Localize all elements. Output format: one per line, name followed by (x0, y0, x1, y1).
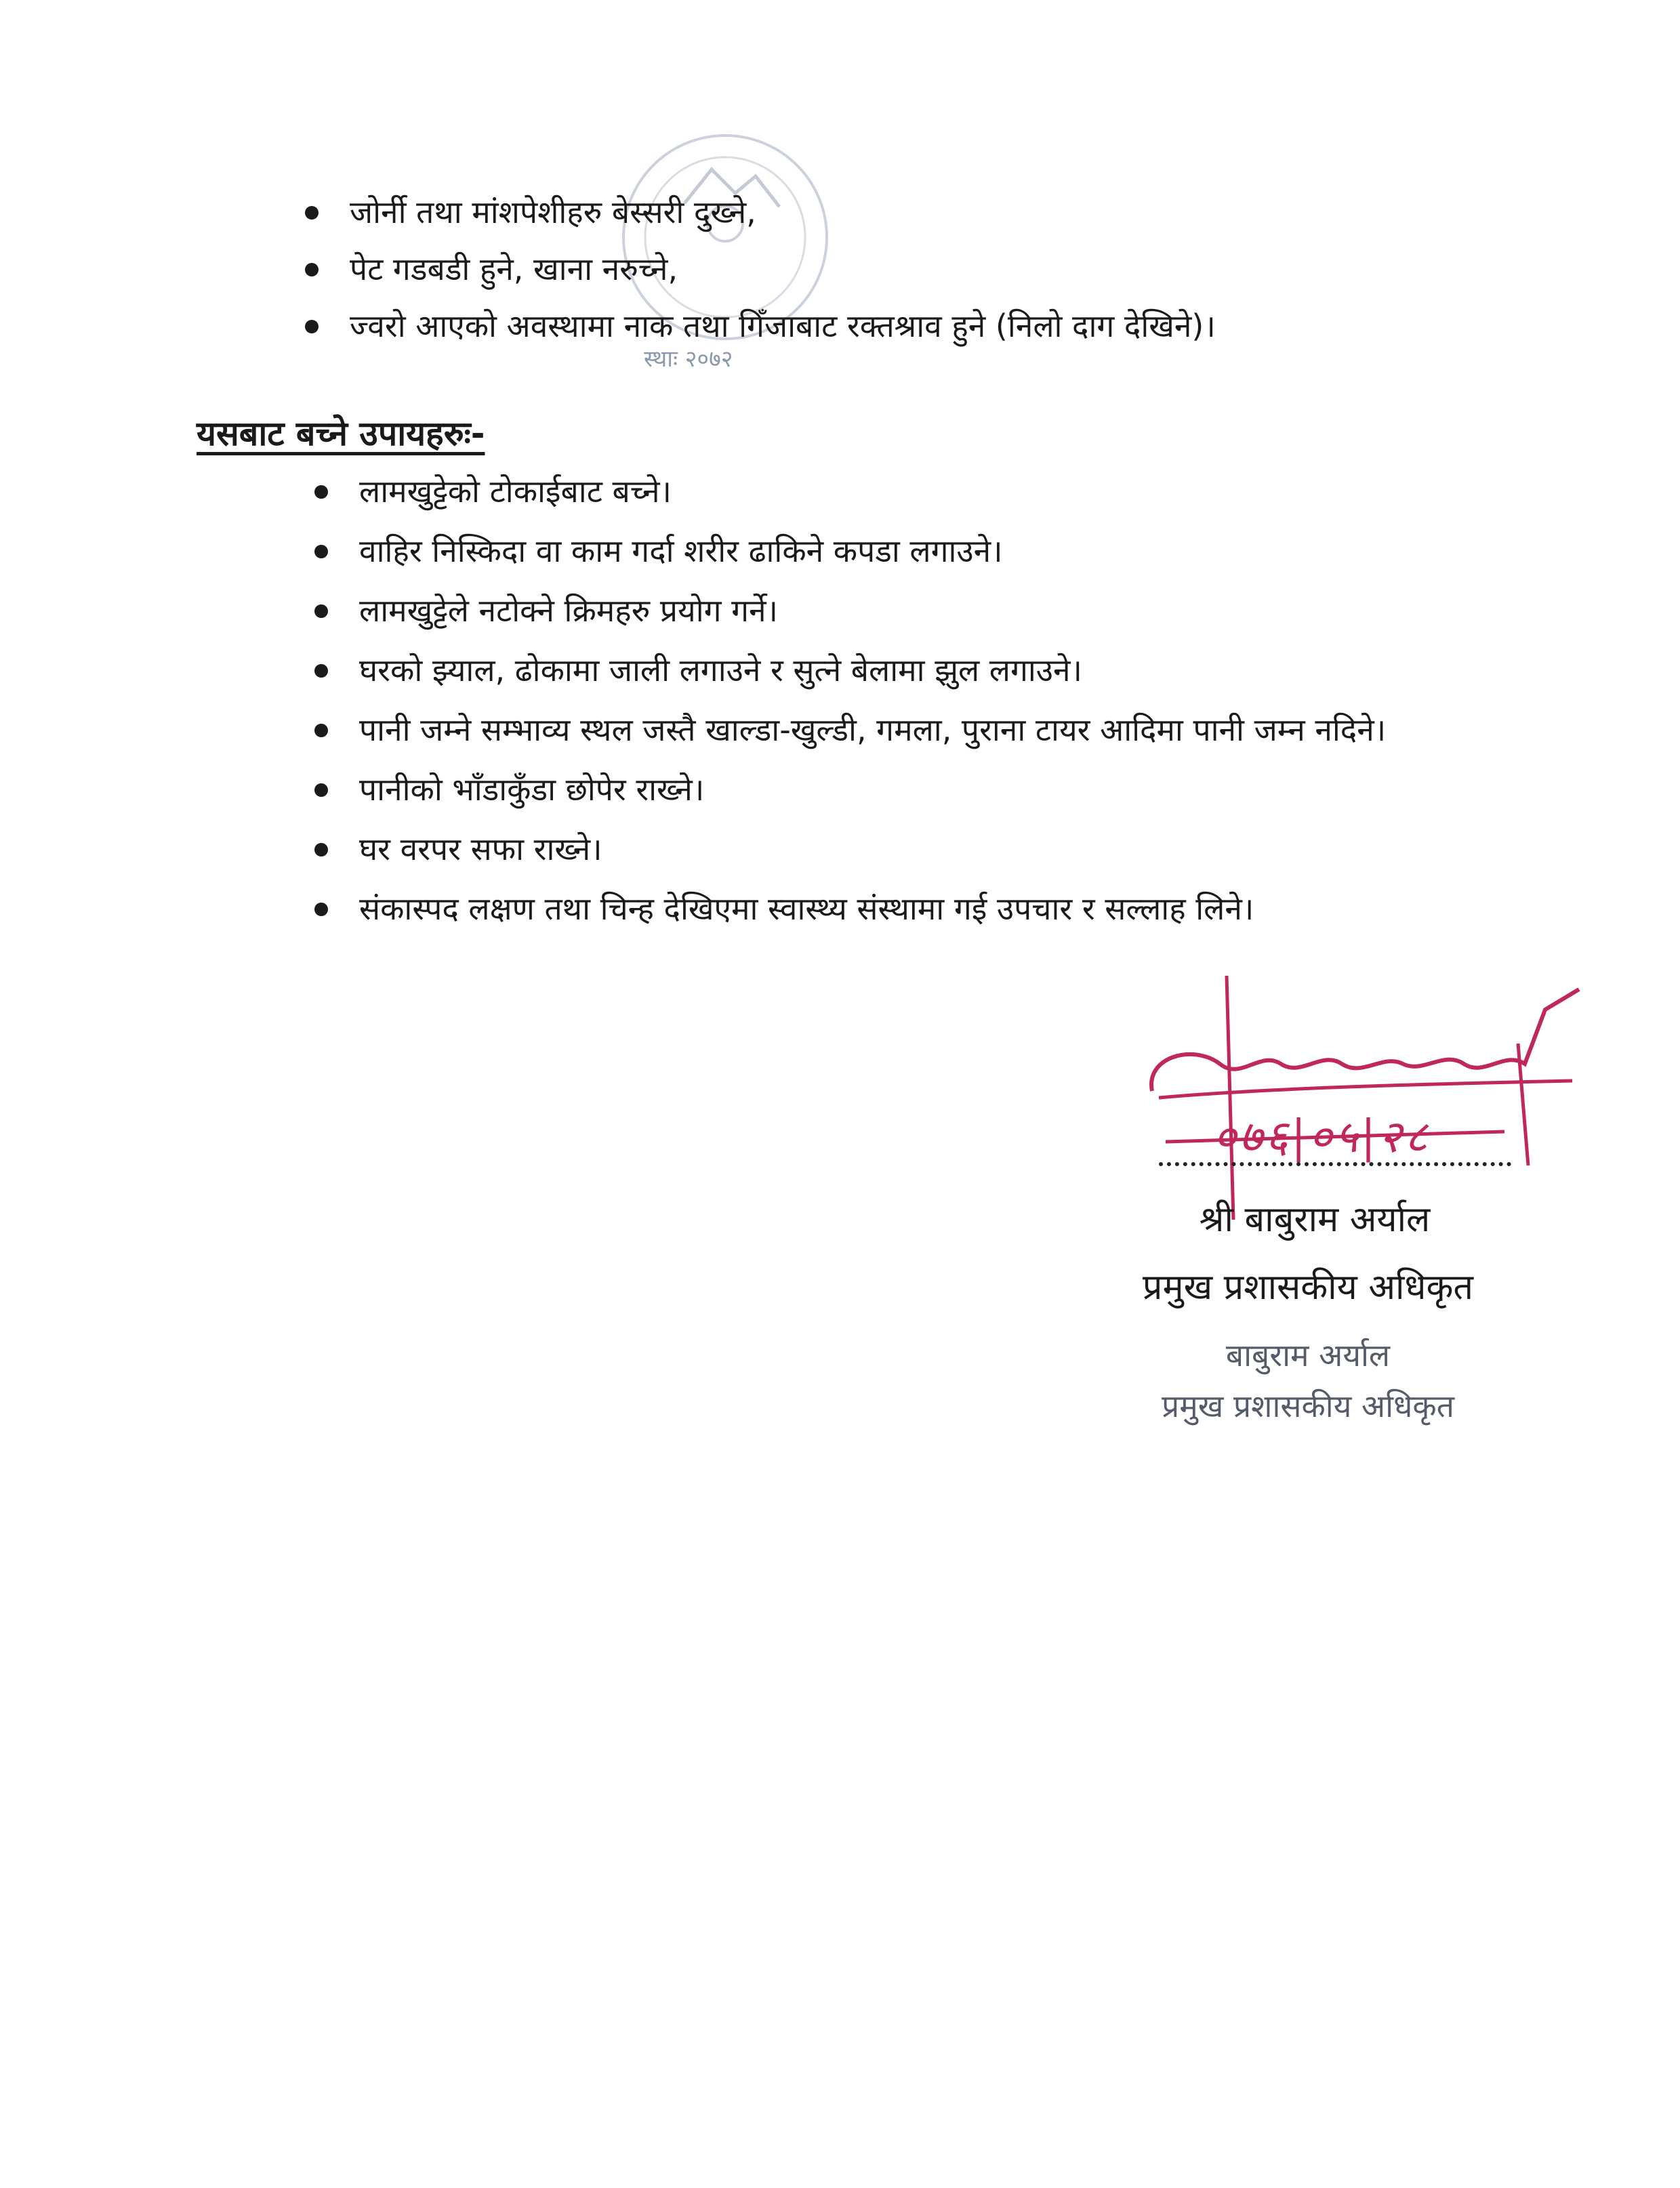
bullet-icon (305, 320, 319, 333)
symptom-list (350, 188, 1536, 359)
bullet-icon (314, 783, 328, 797)
list-item-text: संकास्पद लक्षण तथा चिन्ह देखिएमा स्वास्थ्य संस्थामा गई उपचार र सल्लाह लिने। (359, 890, 1254, 927)
section-heading: यसबाट बच्ने उपायहरुः- (197, 414, 485, 453)
list-item (359, 468, 1538, 515)
list-item (350, 245, 1536, 293)
list-item-text: लामखुट्टेले नटोक्ने क्रिमहरु प्रयोग गर्ने। (359, 592, 778, 629)
bullet-icon (305, 263, 319, 276)
list-item-text: घरको झ्याल, ढोकामा जाली लगाउने र सुत्ने बेलामा झुल लगाउने। (359, 652, 1082, 688)
list-item (359, 646, 1538, 694)
bullet-icon (314, 664, 328, 678)
list-item-text: पानीको भाँडाकुँडा छोपेर राख्ने। (359, 771, 705, 808)
list-item (359, 825, 1538, 873)
list-item (359, 885, 1538, 932)
seal-text: स्थाः २०७२ (644, 346, 733, 373)
list-item (350, 188, 1536, 236)
list-item-text: पेट गडबडी हुने, खाना नरुच्ने, (350, 251, 678, 287)
list-item-text: वाहिर निस्किदा वा काम गर्दा शरीर ढाकिने कपडा लगाउने। (359, 533, 1003, 569)
signature-date: ०७६|०५|२८ (1213, 1111, 1431, 1163)
list-item (350, 302, 1536, 350)
bullet-icon (305, 206, 319, 220)
bullet-icon (314, 485, 328, 499)
bullet-icon (314, 843, 328, 856)
list-item (359, 706, 1538, 754)
signer-title: प्रमुख प्रशासकीय अधिकृत (1142, 1267, 1474, 1308)
list-item-text: जोर्नी तथा मांशपेशीहरु बेस्सरी दुख्ने, (350, 194, 756, 230)
bullet-icon (314, 724, 328, 737)
list-item (359, 587, 1538, 634)
list-item-text: पानी जम्ने सम्भाव्य स्थल जस्तै खाल्डा-खुल्डी, गमला, पुराना टायर आदिमा पानी जम्न नदिने। (359, 711, 1387, 748)
name-stamp: बाबुराम अर्याल (1225, 1337, 1391, 1374)
bullet-icon (314, 604, 328, 618)
bullet-icon (314, 545, 328, 558)
precaution-list (359, 468, 1538, 945)
title-stamp: प्रमुख प्रशासकीय अधिकृत (1162, 1388, 1454, 1424)
list-item (359, 527, 1538, 575)
list-item (359, 766, 1538, 813)
signer-name: श्री बाबुराम अर्याल (1199, 1199, 1431, 1240)
list-item-text: घर वरपर सफा राख्ने। (359, 831, 602, 867)
signature-line (1159, 1162, 1511, 1166)
list-item-text: लामखुट्टेको टोकाईबाट बच्ने। (359, 473, 672, 510)
bullet-icon (314, 903, 328, 916)
list-item-text: ज्वरो आएको अवस्थामा नाक तथा गिँजाबाट रक्तश्राव हुने (निलो दाग देखिने)। (350, 308, 1216, 344)
